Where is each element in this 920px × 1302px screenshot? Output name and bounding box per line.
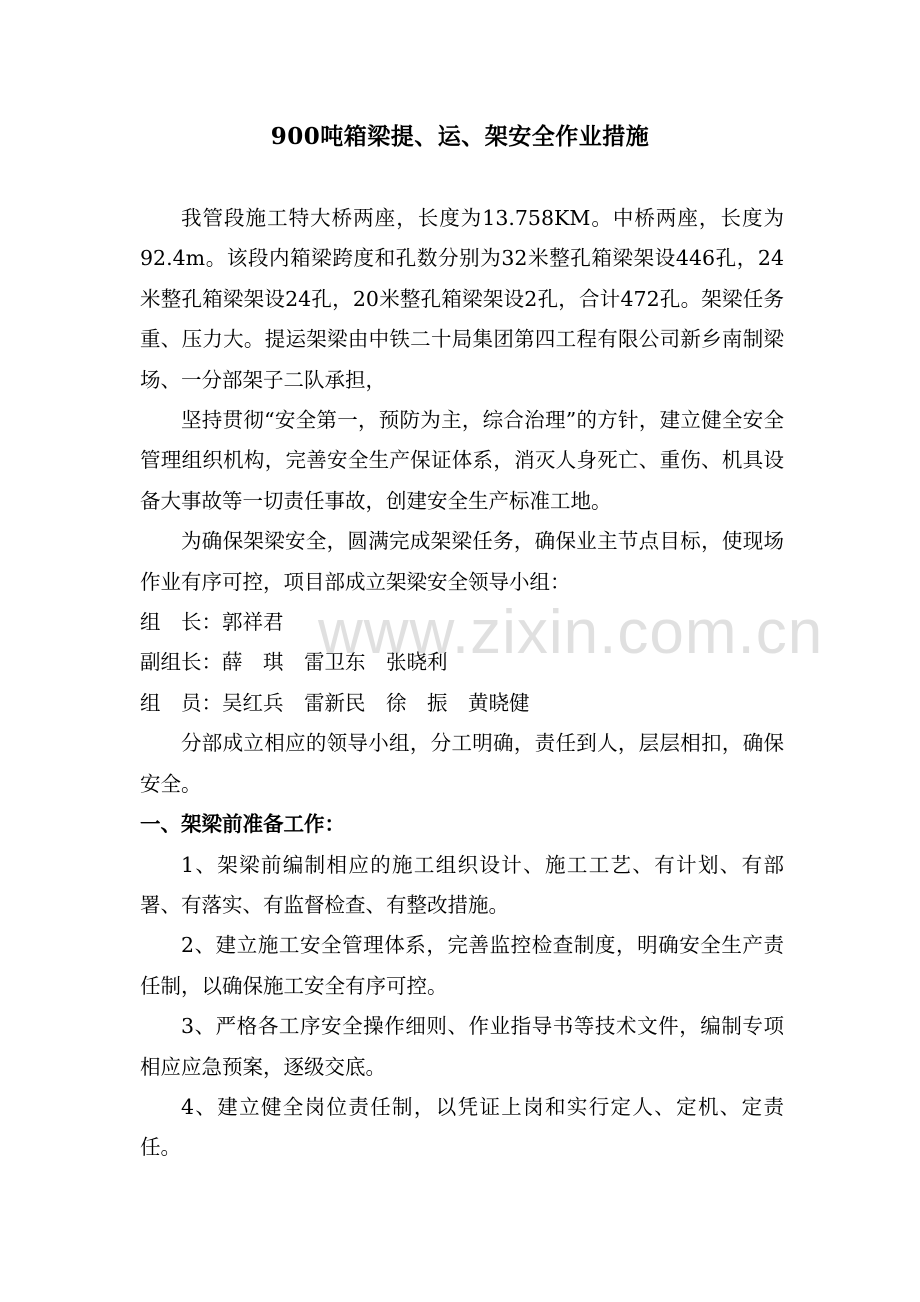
list-item: 3、严格各工序安全操作细则、作业指导书等技术文件，编制专项相应应急预案，逐级交底。 xyxy=(140,1014,784,1079)
paragraph-project-overview: 我管段施工特大桥两座，长度为13.758KM。中桥两座，长度为92.4m。该段内箱梁跨度和孔数分别为32米整孔箱梁架设446孔，24米整孔箱梁架设24孔，20米整孔箱梁架设2孔，合计472孔。架梁任务重、压力大。提运架梁由中铁二十局集团第四工程有限公司新乡南制梁场、一分部架子二队承担， xyxy=(140,206,784,392)
list-item: 2、建立施工安全管理体系，完善监控检查制度，明确安全生产责任制，以确保施工安全有序可控。 xyxy=(140,933,784,998)
watermark: www.zixin.com.cn xyxy=(318,598,824,667)
member-staff: 组 员：吴红兵 雷新民 徐 振 黄晓健 xyxy=(140,690,530,715)
list-item: 1、架梁前编制相应的施工组织设计、施工工艺、有计划、有部署、有落实、有监督检查、有整改措施。 xyxy=(140,852,784,917)
paragraph-closing: 分部成立相应的领导小组，分工明确，责任到人，层层相扣，确保安全。 xyxy=(140,731,784,796)
list-item: 4、建立健全岗位责任制，以凭证上岗和实行定人、定机、定责任。 xyxy=(140,1094,784,1160)
document-body xyxy=(140,198,784,1168)
member-leader: 组 长：郭祥君 xyxy=(140,610,284,635)
paragraph-safety-policy: 坚持贯彻“安全第一，预防为主，综合治理”的方针，建立健全安全管理组织机构，完善安全生产保证体系，消灭人身死亡、重伤、机具设备大事故等一切责任事故，创建安全生产标准工地。 xyxy=(140,408,784,513)
document-title: 900吨箱梁提、运、架安全作业措施 xyxy=(270,123,650,150)
member-deputy: 副组长：薛 琪 雷卫东 张晓利 xyxy=(140,650,448,675)
section-heading: 一、架梁前准备工作： xyxy=(140,812,345,837)
paragraph-leadership-group: 为确保架梁安全，圆满完成架梁任务，确保业主节点目标，使现场作业有序可控，项目部成立架梁安全领导小组： xyxy=(140,529,784,594)
